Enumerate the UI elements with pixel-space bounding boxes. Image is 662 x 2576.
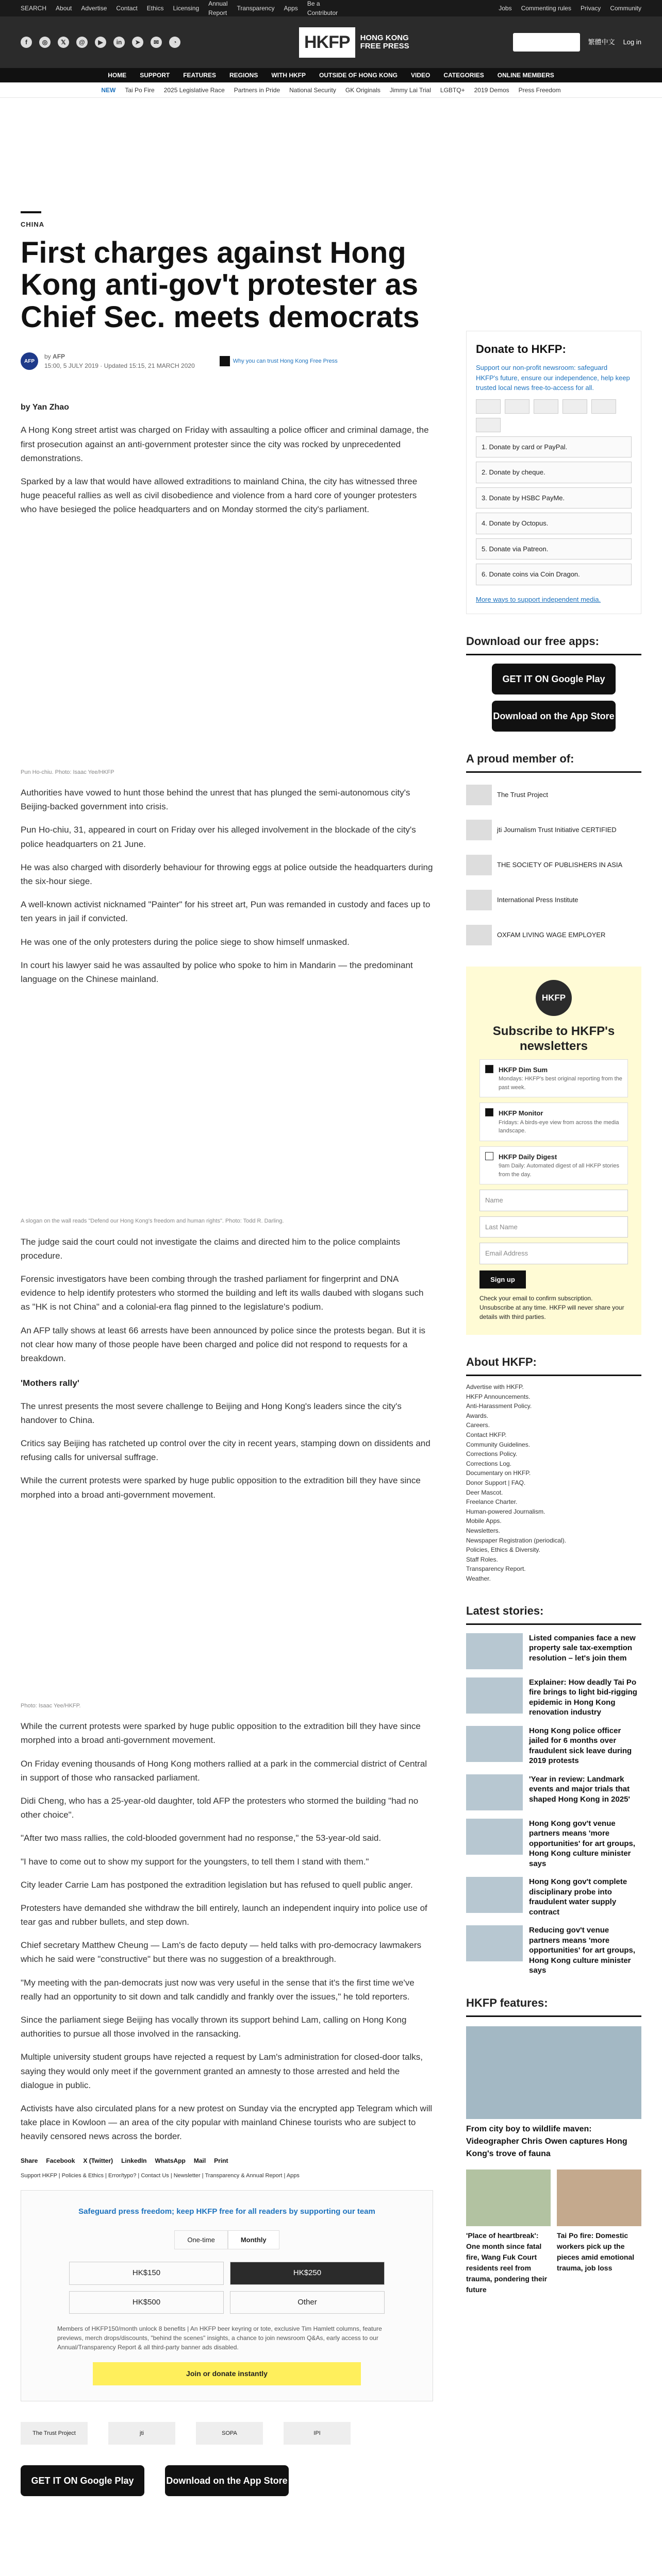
article-paragraph: "My meeting with the pan-democrats just now was very useful in the sense that it's the first time we've really had an opportunity to sit down and talk candidly and frankly over the issues," he told reporters. xyxy=(21,1977,415,2002)
ticker-item[interactable]: National Security xyxy=(289,86,336,94)
newsletter-option[interactable] xyxy=(479,1103,628,1141)
more-ways-link[interactable]: More ways to support independent media. xyxy=(476,595,601,603)
amount-other-button[interactable]: Other xyxy=(230,2291,385,2314)
visa-icon xyxy=(476,399,501,414)
amount-250-button[interactable]: HK$250 xyxy=(230,2262,385,2285)
topbar-link[interactable]: Jobs xyxy=(499,5,512,12)
topbar-link[interactable]: Be a Contributor xyxy=(307,0,338,16)
member-logo-icon xyxy=(466,855,492,875)
about-link[interactable]: Newspaper Registration (periodical). xyxy=(466,1536,567,1544)
about-link[interactable]: Contact HKFP. xyxy=(466,1431,507,1439)
share-6-button[interactable]: Print xyxy=(214,2157,228,2164)
story-title: Hong Kong police officer jailed for 6 months over fraudulent sick leave during 2019 protests xyxy=(529,1726,632,1766)
story-thumbnail xyxy=(466,1819,523,1855)
main-nav xyxy=(0,68,662,82)
top-utility-bar xyxy=(0,0,662,16)
jti-logo[interactable]: jti xyxy=(108,2422,175,2445)
nav-item[interactable]: OUTSIDE OF HONG KONG xyxy=(319,72,398,79)
latest-story[interactable] xyxy=(466,1677,641,1718)
paypal-icon xyxy=(562,399,587,414)
article-paragraph: A well-known activist nicknamed "Painter" for his street art, Pun was remanded in custody and faces up to ten years in jail if convicted. xyxy=(21,900,431,924)
article-body-1 xyxy=(21,423,433,516)
topbar-link[interactable]: Licensing xyxy=(173,5,200,12)
article-paragraph: An AFP tally shows at least 66 arrests have been announced by police since the protests began. But it is not clear how many of those people have been charged and police did not respond to requests for a breakdown. xyxy=(21,1325,425,1363)
googlepay-icon xyxy=(476,418,501,432)
site-header xyxy=(0,16,662,68)
share-0-button[interactable]: Share xyxy=(21,2157,38,2164)
amount-150-button[interactable]: HK$150 xyxy=(69,2262,224,2285)
author-name[interactable]: AFP xyxy=(53,353,65,361)
footer-member-logos xyxy=(21,2422,433,2445)
member-logo-label: The Trust Project xyxy=(497,791,548,799)
article-paragraph: Multiple university student groups have rejected a request by Lam's administration for closed-door talks, saying they would only meet if the government granted an amnesty to those arrested and held the dialogue in public. xyxy=(21,2052,423,2090)
newsletter-option-text xyxy=(499,1152,622,1179)
donate-option[interactable]: 1. Donate by card or PayPal. xyxy=(476,436,632,458)
article-paragraph: Didi Cheng, who has a 25-year-old daughter, told AFP the protesters who stormed the building "had no other choice". xyxy=(21,1795,419,1820)
article-paragraph: While the current protests were sparked by huge public opposition to the extradition bill they have since morphed into a broad anti-government movement. xyxy=(21,1476,421,1500)
topbar-link[interactable]: SEARCH xyxy=(21,5,47,12)
article-paragraph: On Friday evening thousands of Hong Kong mothers rallied at a park in the commercial district of Central in support of those who ransacked parliament. xyxy=(21,1758,427,1783)
article-image-3 xyxy=(21,1502,433,1698)
image-caption-1: Pun Ho-chiu. Photo: Isaac Yee/HKFP xyxy=(21,769,114,775)
apps-title: Download our free apps: xyxy=(466,633,641,655)
ipi-logo[interactable]: IPI xyxy=(284,2422,351,2445)
about-link[interactable]: Policies, Ethics & Diversity. xyxy=(466,1546,540,1554)
newsletter-options xyxy=(479,1059,628,1185)
member-logo-icon xyxy=(466,820,492,840)
latest-title: Latest stories: xyxy=(466,1602,641,1625)
latest-story[interactable] xyxy=(466,1819,641,1869)
latest-story[interactable] xyxy=(466,1774,641,1810)
ticker-item[interactable]: 2025 Legislative Race xyxy=(163,86,225,94)
story-title: Listed companies face a new property sale tax-exemption resolution – let's join them xyxy=(529,1633,636,1663)
about-link[interactable]: Anti-Harassment Policy. xyxy=(466,1402,532,1410)
article-byline: by Yan Zhao xyxy=(21,403,69,412)
article-body-3 xyxy=(21,1235,433,1366)
feature-a-title: 'Place of heartbreak': One month since fatal fire, Wang Fuk Court residents reel from trauma, pondering their future xyxy=(466,2231,548,2294)
topic-ticker xyxy=(0,82,662,98)
about-title: About HKFP: xyxy=(466,1353,641,1376)
article-body-4 xyxy=(21,1399,433,1502)
article-body-2 xyxy=(21,786,433,986)
newsletter-desc: Mondays: HKFP's best original reporting from the past week. xyxy=(499,1076,622,1091)
footer-app-stores xyxy=(21,2465,433,2496)
about-link[interactable]: Transparency Report. xyxy=(466,1565,526,1573)
donate-option[interactable]: 4. Donate by Octopus. xyxy=(476,513,632,534)
share-1-button[interactable]: Facebook xyxy=(46,2157,75,2164)
about-link[interactable]: Staff Roles. xyxy=(466,1555,498,1563)
about-link[interactable]: Documentary on HKFP. xyxy=(466,1469,531,1477)
latest-stories xyxy=(466,1633,641,1976)
ticker-item[interactable]: 2019 Demos xyxy=(474,86,509,94)
donate-option[interactable]: 5. Donate via Patreon. xyxy=(476,538,632,560)
mastercard-icon xyxy=(505,399,529,414)
threads-icon[interactable]: @ xyxy=(76,37,88,48)
newsletter-name: HKFP Daily Digest xyxy=(499,1153,557,1161)
amex-icon xyxy=(534,399,558,414)
feature-a-image xyxy=(466,2170,551,2226)
amount-row-1 xyxy=(37,2262,417,2285)
article-paragraph: Protesters have demanded she withdraw the bill entirely, launch an independent inquiry into police use of tear gas and rubber bullets, and step down. xyxy=(21,1903,427,1927)
instagram-icon[interactable]: ◎ xyxy=(39,37,51,48)
topbar-link[interactable]: About xyxy=(56,5,72,12)
story-thumbnail xyxy=(466,1726,523,1762)
donate-widget-title: Donate to HKFP: xyxy=(476,343,566,355)
about-link[interactable]: Freelance Charter. xyxy=(466,1498,518,1506)
share-5-button[interactable]: Mail xyxy=(193,2157,206,2164)
proud-member-logo[interactable] xyxy=(466,852,641,878)
nav-item[interactable]: ONLINE MEMBERS xyxy=(497,72,554,79)
ticker-item[interactable]: GK Originals xyxy=(345,86,380,94)
trust-project-icon xyxy=(220,356,230,366)
nav-item[interactable]: CATEGORIES xyxy=(443,72,484,79)
newsletter-title: Subscribe to HKFP's newsletters xyxy=(492,1024,615,1053)
about-link[interactable]: Careers. xyxy=(466,1421,490,1429)
topbar-link[interactable]: Advertise xyxy=(81,5,107,12)
story-thumbnail xyxy=(466,1877,523,1913)
email-field[interactable]: Email Address xyxy=(479,1243,628,1264)
newsletter-logo: HKFP xyxy=(536,980,572,1016)
image-caption-2: A slogan on the wall reads "Defend our Hong Kong's freedom and human rights". Photo: Todd R. Darling. xyxy=(21,1218,284,1225)
newsletter-name: HKFP Dim Sum xyxy=(499,1065,548,1074)
story-title: Explainer: How deadly Tai Po fire brings to light bid-rigging epidemic in Hong Kong renovation industry xyxy=(529,1677,637,1717)
trust-project-logo[interactable]: The Trust Project xyxy=(21,2422,88,2445)
login-link[interactable]: Log in xyxy=(623,38,641,46)
join-donate-button[interactable]: Join or donate instantly xyxy=(93,2362,361,2385)
share-3-button[interactable]: LinkedIn xyxy=(121,2157,147,2164)
email-icon[interactable]: ✉ xyxy=(151,37,162,48)
sidebar-app-store-button[interactable]: Download on the App Store xyxy=(492,701,616,732)
amount-row-2 xyxy=(69,2291,385,2314)
donate-box-title: Safeguard press freedom; keep HKFP free for all readers by supporting our team xyxy=(78,2207,375,2216)
article-paragraph: Forensic investigators have been combing through the trashed parliament for fingerprint and DNA evidence to help identify protesters who stormed the building and left its walls daubed with slogans such as "HK is not China" and a colonial-era flag pinned to the legislature's podium. xyxy=(21,1274,424,1312)
topbar-link[interactable]: Contact xyxy=(116,5,138,12)
about-link[interactable]: Human-powered Journalism. xyxy=(466,1507,545,1515)
feature-row xyxy=(466,2170,641,2295)
topbar-link[interactable]: Privacy xyxy=(580,5,601,12)
newsletter-desc: 9am Daily: Automated digest of all HKFP stories from the day. xyxy=(499,1163,619,1178)
donate-widget xyxy=(466,331,641,614)
ticker-item[interactable]: Tai Po Fire xyxy=(125,86,155,94)
ticker-item[interactable]: Partners in Pride xyxy=(234,86,280,94)
member-logo-label: International Press Institute xyxy=(497,896,578,904)
newsletter-option[interactable] xyxy=(479,1146,628,1185)
story-thumbnail xyxy=(466,1677,523,1714)
image-caption-3: Photo: Isaac Yee/HKFP. xyxy=(21,1702,81,1709)
article-paragraph: City leader Carrie Lam has postponed the extradition legislation but has refused to quell public anger. xyxy=(21,1879,413,1890)
latest-story[interactable] xyxy=(466,1925,641,1976)
article-paragraph: In court his lawyer said he was assaulted by police who spoke to him in Mandarin — the predominant language on the Chinese mainland. xyxy=(21,960,413,984)
article-paragraph: Sparked by a law that would have allowed extraditions to mainland China, the city has witnessed three huge peaceful rallies as well as civil disobedience and violence from a hard core of younger protesters who have besieged the police headquarters and on Monday stormed the city's parliament. xyxy=(21,476,418,515)
topbar-link[interactable]: Transparency xyxy=(237,5,275,12)
nav-item[interactable]: WITH HKFP xyxy=(271,72,306,79)
author-avatar[interactable]: AFP xyxy=(21,352,38,370)
ticker-item[interactable]: Jimmy Lai Trial xyxy=(389,86,431,94)
latest-story[interactable] xyxy=(466,1726,641,1766)
proud-member-logo[interactable] xyxy=(466,887,641,913)
member-logo-icon xyxy=(466,890,492,910)
article-paragraph: He was one of the only protesters during the police siege to show himself unmasked. xyxy=(21,937,350,947)
about-link[interactable]: Advertise with HKFP. xyxy=(466,1383,524,1391)
topbar-link[interactable]: Apps xyxy=(284,5,298,12)
newsletter-option-text xyxy=(499,1108,622,1136)
about-link[interactable]: HKFP Announcements. xyxy=(466,1393,531,1400)
about-link[interactable]: Corrections Policy. xyxy=(466,1450,518,1458)
article-image-2 xyxy=(21,986,433,1213)
feature-main-title[interactable]: From city boy to wildlife maven: Videographer Chris Owen captures Hong Kong's trove of fauna xyxy=(466,2124,627,2158)
feature-b-image xyxy=(557,2170,641,2226)
member-logo-label: jti Journalism Trust Initiative CERTIFIED xyxy=(497,826,617,834)
checkbox[interactable] xyxy=(485,1152,493,1160)
payment-methods xyxy=(476,399,632,432)
proud-member-logo[interactable] xyxy=(466,922,641,948)
proud-member-list xyxy=(466,782,641,948)
article-paragraph: Chief secretary Matthew Cheung — Lam's de facto deputy — held talks with pro-democracy lawmakers which he said were "constructive" but there was no suggestion of a breakthrough. xyxy=(21,1940,422,1964)
feature-b[interactable] xyxy=(557,2170,641,2295)
feature-b-title: Tai Po fire: Domestic workers pick up the pieces amid emotional trauma, job loss xyxy=(557,2231,635,2272)
nav-item[interactable]: VIDEO xyxy=(411,72,431,79)
x-icon[interactable]: 𝕏 xyxy=(58,37,69,48)
article-paragraph: "I have to come out to show my support for the youngsters, to tell them I stand with them." xyxy=(21,1856,369,1867)
member-logo-label: OXFAM LIVING WAGE EMPLOYER xyxy=(497,931,606,939)
sidebar-google-play-button[interactable]: GET IT ON Google Play xyxy=(492,664,616,694)
member-benefits-note: Members of HKFP150/month unlock 8 benefits | An HKFP beer keyring or tote, exclusive Tim Hamlett columns, feature previews, merch drops/discounts, "behind the scenes" insights, a chance to join newsroom Q&As, early access to our Annual/Transparency Report & all third-party banner ads disabled. xyxy=(57,2325,382,2351)
article-dates: 15:00, 5 JULY 2019 · Updated 15:15, 21 MARCH 2020 xyxy=(44,362,195,370)
about-link[interactable]: Donor Support | FAQ. xyxy=(466,1479,526,1487)
top-utility-left xyxy=(21,0,338,18)
author-label: by xyxy=(44,353,51,361)
support-hkfp-button[interactable]: SUPPORT HKFP xyxy=(513,33,580,52)
about-link[interactable]: Newsletters. xyxy=(466,1527,501,1534)
topbar-link[interactable]: Annual Report xyxy=(208,0,228,16)
donate-options xyxy=(476,436,632,585)
member-logo-label: THE SOCIETY OF PUBLISHERS IN ASIA xyxy=(497,861,623,869)
article-paragraph: Critics say Beijing has ratcheted up control over the city in recent years, stamping down on dissidents and refusing calls for universal suffrage. xyxy=(21,1438,431,1463)
article-paragraph: "After two mass rallies, the cold-blooded government had no response," the 53-year-old said. xyxy=(21,1833,382,1843)
article-paragraph: A Hong Kong street artist was charged on Friday with assaulting a police officer and criminal damage, the first prosecution against an anti-government protester since the city was rocked by unprecedented demonstrations. xyxy=(21,425,429,463)
about-list xyxy=(466,1382,641,1583)
story-title: Hong Kong gov't complete disciplinary probe into fraudulent water supply contract xyxy=(529,1877,627,1917)
about-link[interactable]: Deer Mascot. xyxy=(466,1488,503,1496)
newsletter-name: HKFP Monitor xyxy=(499,1109,543,1117)
latest-story[interactable] xyxy=(466,1877,641,1917)
signup-button[interactable]: Sign up xyxy=(479,1270,526,1289)
ticker-item[interactable]: Press Freedom xyxy=(518,86,561,94)
article-title: First charges against Hong Kong anti-gov't protester as Chief Sec. meets democrats xyxy=(21,235,420,334)
topbar-link[interactable]: Ethics xyxy=(146,5,164,12)
language-link[interactable]: 繁體中文 xyxy=(588,38,615,46)
article-paragraph: He was also charged with disorderly behaviour for throwing eggs at police outside the headquarters during the six-hour siege. xyxy=(21,862,433,886)
header-actions xyxy=(513,33,641,52)
about-link[interactable]: Corrections Log. xyxy=(466,1460,512,1467)
article-category[interactable]: CHINA xyxy=(21,221,45,228)
article-body-5 xyxy=(21,1719,433,2143)
last-name-field[interactable]: Last Name xyxy=(479,1216,628,1238)
bottom-donate-box xyxy=(21,2190,433,2401)
share-4-button[interactable]: WhatsApp xyxy=(155,2157,186,2164)
latest-story[interactable] xyxy=(466,1633,641,1669)
nav-item[interactable]: REGIONS xyxy=(229,72,258,79)
monthly-tab[interactable]: Monthly xyxy=(228,2230,279,2250)
story-thumbnail xyxy=(466,1774,523,1810)
share-2-button[interactable]: X (Twitter) xyxy=(83,2157,113,2164)
name-field[interactable]: Name xyxy=(479,1190,628,1211)
trust-link-label: Why you can trust Hong Kong Free Press xyxy=(233,358,338,365)
logo-text xyxy=(360,34,409,51)
top-utility-right xyxy=(499,4,641,13)
category-rule xyxy=(21,211,41,213)
checkbox[interactable] xyxy=(485,1065,493,1073)
applepay-icon xyxy=(591,399,616,414)
sopa-logo[interactable]: SOPA xyxy=(196,2422,263,2445)
article-paragraph: Pun Ho-chiu, 31, appeared in court on Friday over his alleged involvement in the blockade of the city's police headquarters on 21 June. xyxy=(21,825,416,849)
logo-mark: HKFP xyxy=(299,27,355,58)
newsletter-desc: Fridays: A birds-eye view from across the media landscape. xyxy=(499,1119,619,1134)
article-paragraph: The unrest presents the most severe challenge to Beijing and Hong Kong's leaders since the city's handover to China. xyxy=(21,1401,402,1425)
logo-line-1: HONG KONG xyxy=(360,33,409,42)
topbar-link[interactable]: Community xyxy=(610,5,641,12)
sidebar xyxy=(466,98,641,2496)
site-logo[interactable] xyxy=(299,27,409,58)
facebook-icon[interactable]: f xyxy=(21,37,32,48)
checkbox[interactable] xyxy=(485,1108,493,1116)
youtube-icon[interactable]: ▶ xyxy=(95,37,106,48)
article-footer-links[interactable]: Support HKFP | Policies & Ethics | Error/typo? | Contact Us | Newsletter | Transparency & Annual Report | Apps xyxy=(21,2172,300,2179)
article-paragraph: The judge said the court could not investigate the claims and directed him to the police complaints procedure. xyxy=(21,1236,401,1261)
article-meta xyxy=(21,352,433,370)
donate-option[interactable]: 6. Donate coins via Coin Dragon. xyxy=(476,564,632,585)
newsletter-widget xyxy=(466,967,641,1335)
features-title: HKFP features: xyxy=(466,1994,641,2017)
social-links xyxy=(21,37,268,48)
footer-app-store-button[interactable]: Download on the App Store xyxy=(165,2465,289,2496)
proud-member-logo[interactable] xyxy=(466,817,641,843)
feature-a[interactable] xyxy=(466,2170,551,2295)
story-thumbnail xyxy=(466,1925,523,1961)
article-paragraph: Since the parliament siege Beijing has vocally thrown its support behind Lam, calling on Hong Kong authorities to pursue all those involved in the ransacking. xyxy=(21,2015,407,2039)
ticker-item[interactable]: LGBTQ+ xyxy=(440,86,465,94)
frequency-toggle xyxy=(37,2230,417,2250)
author-block xyxy=(44,352,195,370)
telegram-icon[interactable]: ➤ xyxy=(132,37,143,48)
feature-main-image[interactable] xyxy=(466,2026,641,2119)
article-column xyxy=(21,98,433,2496)
share-bar xyxy=(21,2156,433,2165)
one-time-tab[interactable]: One-time xyxy=(174,2230,227,2250)
newsletter-option-text xyxy=(499,1065,622,1092)
amount-500-button[interactable]: HK$500 xyxy=(69,2291,224,2314)
about-link[interactable]: Community Guidelines. xyxy=(466,1440,531,1448)
article-image-1 xyxy=(21,517,433,764)
ticker-new-label: NEW xyxy=(101,86,116,94)
member-logo-icon xyxy=(466,785,492,805)
nav-item[interactable]: SUPPORT xyxy=(140,72,170,79)
proud-member-title: A proud member of: xyxy=(466,750,641,773)
story-title: Reducing gov't venue partners means 'more opportunities' for art groups, Hong Kong culture minister says xyxy=(529,1926,636,1975)
linkedin-icon[interactable]: in xyxy=(113,37,125,48)
donate-option[interactable]: 2. Donate by cheque. xyxy=(476,462,632,483)
proud-member-logo[interactable] xyxy=(466,782,641,808)
newsletter-option[interactable] xyxy=(479,1059,628,1098)
footer-google-play-button[interactable]: GET IT ON Google Play xyxy=(21,2465,144,2496)
logo-line-2: FREE PRESS xyxy=(360,42,409,50)
article-subhead: 'Mothers rally' xyxy=(21,1378,79,1388)
donate-option[interactable]: 3. Donate by HSBC PayMe. xyxy=(476,487,632,509)
topbar-link[interactable]: Commenting rules xyxy=(521,5,571,12)
story-thumbnail xyxy=(466,1633,523,1669)
about-link[interactable]: Weather. xyxy=(466,1574,491,1582)
newsletter-note: Check your email to confirm subscription. Unsubscribe at any time. HKFP will never share your details with third parties. xyxy=(479,1295,624,1321)
member-logo-icon xyxy=(466,925,492,945)
about-link[interactable]: Awards. xyxy=(466,1412,489,1419)
about-link[interactable]: Mobile Apps. xyxy=(466,1517,502,1525)
story-title: 'Year in review: Landmark events and major trials that shaped Hong Kong in 2025' xyxy=(529,1774,631,1804)
rss-icon[interactable]: ◔ xyxy=(169,37,180,48)
donate-widget-text: Support our non-profit newsroom: safeguard HKFP's future, ensure our independence, help keep trusted local news free-to-access for all. xyxy=(476,364,630,392)
nav-item[interactable]: HOME xyxy=(108,72,127,79)
page-body xyxy=(0,98,662,2496)
trust-link[interactable] xyxy=(220,356,338,366)
article-paragraph: Activists have also circulated plans for a new protest on Sunday via the encrypted app Telegram which will take place in Kowloon — an area of the city popular with mainland Chinese tourists who are subject to heavily censored news across the border. xyxy=(21,2103,433,2142)
article-paragraph: While the current protests were sparked by huge public opposition to the extradition bill they have since morphed into a broad anti-government movement. xyxy=(21,1721,421,1745)
story-title: Hong Kong gov't venue partners means 'more opportunities' for art groups, Hong Kong culture minister says xyxy=(529,1819,636,1868)
nav-item[interactable]: FEATURES xyxy=(183,72,216,79)
article-paragraph: Authorities have vowed to hunt those behind the unrest that has plunged the semi-autonomous city's Beijing-backed government into crisis. xyxy=(21,788,410,812)
